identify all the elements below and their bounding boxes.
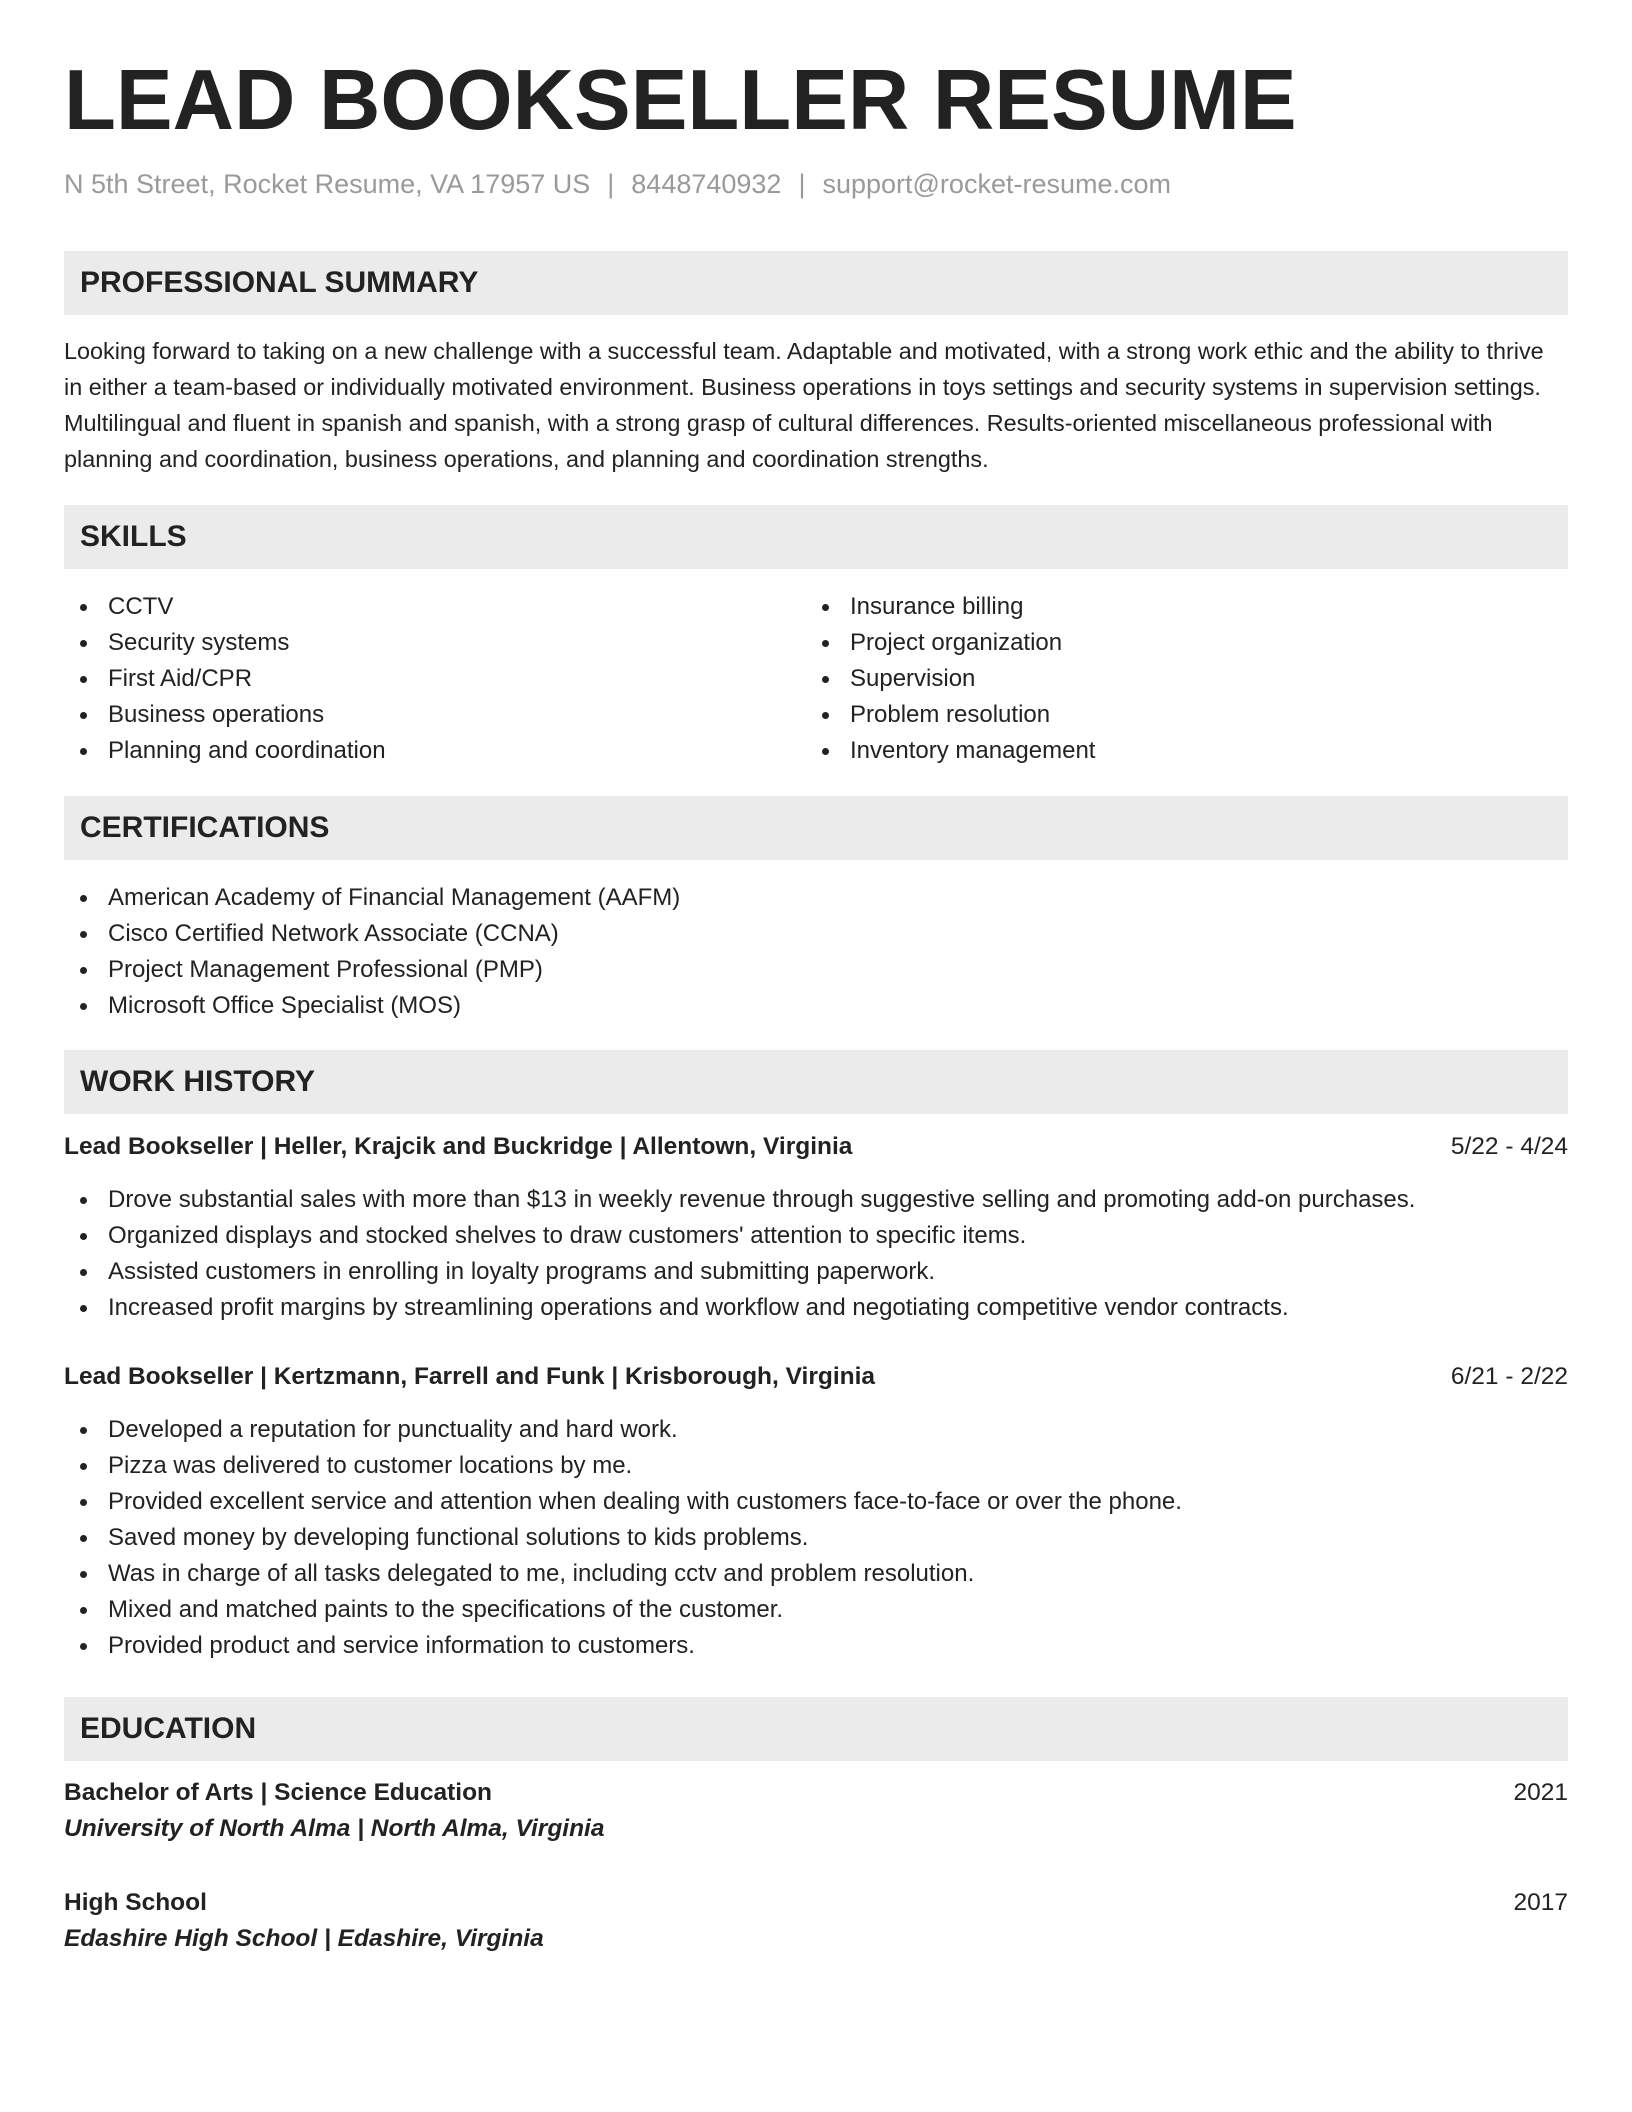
- education-degree: High School: [64, 1889, 207, 1916]
- contact-line: [64, 168, 1171, 200]
- skill-item: Insurance billing: [806, 589, 1095, 625]
- job-bullet: Pizza was delivered to customer locations by me.: [64, 1448, 1568, 1484]
- job-bullet: Developed a reputation for punctuality and hard work.: [64, 1412, 1568, 1448]
- contact-email[interactable]: support@rocket-resume.com: [822, 169, 1171, 199]
- summary-text: Looking forward to taking on a new challenge with a successful team. Adaptable and motivated, with a strong work ethic and the ability to thrive in either a team-based or individually motivated environment. Business operations in toys settings and security systems in supervision settings. Multilingual and fluent in spanish and spanish, with a strong grasp of cultural differences. Results-oriented miscellaneous professional with planning and coordination, business operations, and planning and coordination strengths.: [64, 338, 1544, 472]
- skills-list-left: [64, 589, 386, 769]
- job-bullet: Provided excellent service and attention when dealing with customers face-to-face or over the phone.: [64, 1484, 1568, 1520]
- skill-item: Inventory management: [806, 733, 1095, 769]
- section-heading-skills: SKILLS: [64, 505, 1568, 569]
- certification-item: Cisco Certified Network Associate (CCNA): [64, 916, 1568, 952]
- skills-list-right: [806, 589, 1095, 769]
- skill-item: Problem resolution: [806, 697, 1095, 733]
- job-header: [64, 1359, 1568, 1395]
- certifications-list: [64, 880, 1568, 1024]
- section-heading-certifications: CERTIFICATIONS: [64, 796, 1568, 860]
- education-year: 2017: [1513, 1889, 1568, 1916]
- education-header: [64, 1775, 1568, 1811]
- skill-item: Security systems: [64, 625, 386, 661]
- job-bullet: Was in charge of all tasks delegated to me, including cctv and problem resolution.: [64, 1556, 1568, 1592]
- resume-title: LEAD BOOKSELLER RESUME: [64, 53, 1297, 148]
- certification-item: Project Management Professional (PMP): [64, 952, 1568, 988]
- education-degree: Bachelor of Arts | Science Education: [64, 1779, 492, 1806]
- job-title: Lead Bookseller | Heller, Krajcik and Buckridge | Allentown, Virginia: [64, 1133, 853, 1160]
- section-heading-summary: PROFESSIONAL SUMMARY: [64, 251, 1568, 315]
- section-heading-education: EDUCATION: [64, 1697, 1568, 1761]
- job-dates: 6/21 - 2/22: [1450, 1363, 1568, 1390]
- job-bullets: [64, 1412, 1568, 1664]
- job-bullet: Drove substantial sales with more than $13 in weekly revenue through suggestive selling and promoting add-on purchases.: [64, 1182, 1568, 1218]
- job-bullet: Saved money by developing functional solutions to kids problems.: [64, 1520, 1568, 1556]
- skill-item: CCTV: [64, 589, 386, 625]
- education-year: 2021: [1513, 1779, 1568, 1806]
- job-dates: 5/22 - 4/24: [1450, 1133, 1568, 1160]
- certification-item: Microsoft Office Specialist (MOS): [64, 988, 1568, 1024]
- education-school: University of North Alma | North Alma, Virginia: [64, 1815, 605, 1842]
- job-bullet: Organized displays and stocked shelves to draw customers' attention to specific items.: [64, 1218, 1568, 1254]
- education-school: Edashire High School | Edashire, Virginia: [64, 1925, 544, 1952]
- job-bullet: Assisted customers in enrolling in loyalty programs and submitting paperwork.: [64, 1254, 1568, 1290]
- contact-address: N 5th Street, Rocket Resume, VA 17957 US: [64, 169, 591, 199]
- job-title: Lead Bookseller | Kertzmann, Farrell and Funk | Krisborough, Virginia: [64, 1363, 876, 1390]
- job-bullet: Increased profit margins by streamlining operations and workflow and negotiating competitive vendor contracts.: [64, 1290, 1568, 1326]
- contact-phone: 8448740932: [631, 169, 782, 199]
- job-header: [64, 1129, 1568, 1165]
- job-bullet: Provided product and service information to customers.: [64, 1628, 1568, 1664]
- skill-item: Business operations: [64, 697, 386, 733]
- job-bullets: [64, 1182, 1568, 1326]
- skill-item: Planning and coordination: [64, 733, 386, 769]
- job-bullet: Mixed and matched paints to the specifications of the customer.: [64, 1592, 1568, 1628]
- section-heading-work-history: WORK HISTORY: [64, 1050, 1568, 1114]
- certification-item: American Academy of Financial Management (AAFM): [64, 880, 1568, 916]
- job-entry: [64, 1129, 1568, 1326]
- skill-item: First Aid/CPR: [64, 661, 386, 697]
- skill-item: Project organization: [806, 625, 1095, 661]
- job-entry: [64, 1359, 1568, 1664]
- education-entry: [64, 1775, 1568, 1847]
- contact-separator: |: [798, 169, 806, 199]
- education-header: [64, 1885, 1568, 1921]
- skill-item: Supervision: [806, 661, 1095, 697]
- education-entry: [64, 1885, 1568, 1957]
- contact-separator: |: [607, 169, 615, 199]
